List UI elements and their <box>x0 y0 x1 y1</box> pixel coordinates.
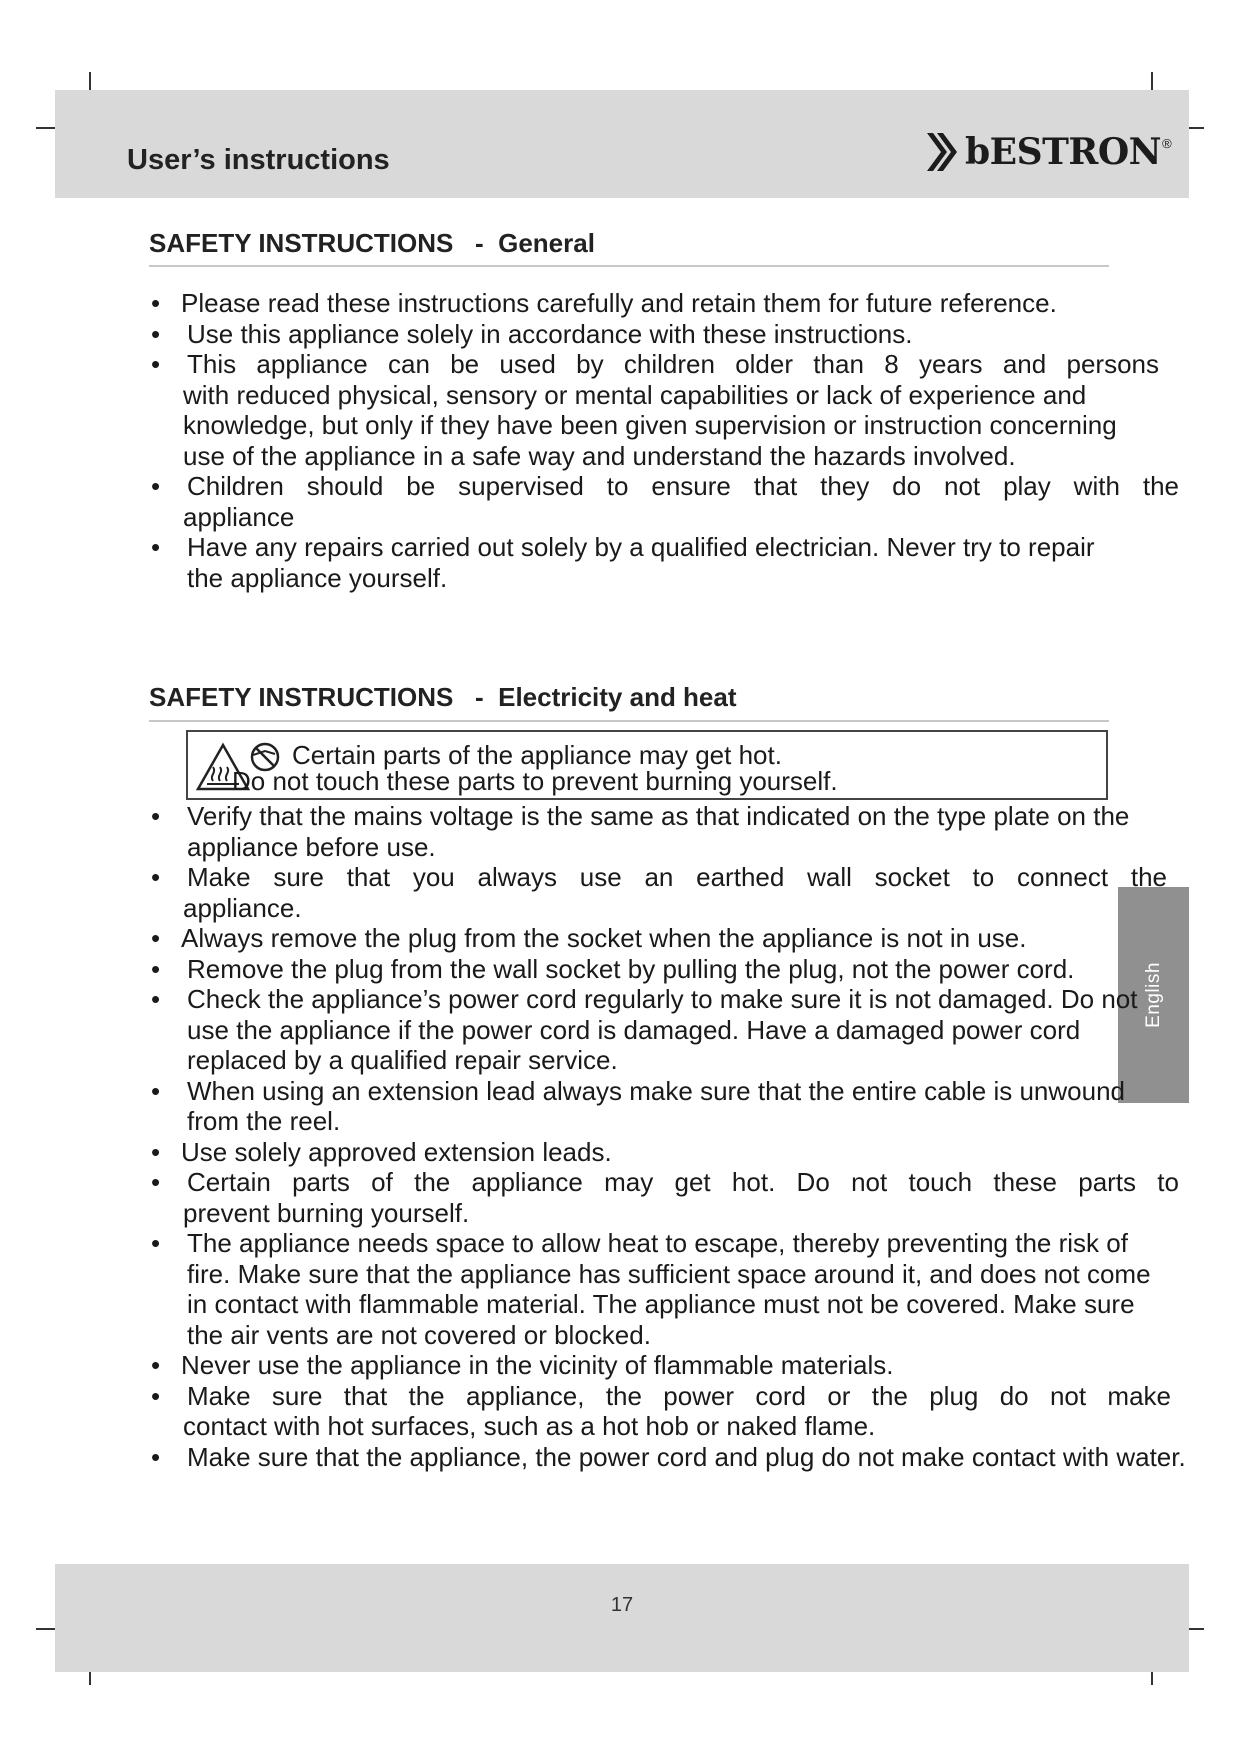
bullet-icon: • <box>151 349 161 379</box>
warning-text-line-1: Certain parts of the appliance may get hot. <box>292 740 782 770</box>
list-item-continuation: contact with hot surfaces, such as a hot hob or naked flame. <box>183 1411 876 1441</box>
bullet-icon: • <box>151 318 161 349</box>
bullet-icon: • <box>151 471 161 501</box>
list-item: • Make sure that you always use an earthed wall socket to connect the appliance. <box>151 862 1167 923</box>
bullet-icon: • <box>151 801 161 831</box>
list-item: • The appliance needs space to allow heat to escape, thereby preventing the risk of fire. Make sure that the appliance has sufficient space around it, and does not come in contact with flammable material. The appliance must not be covered. Make sure the air vents are not covered or blocked. <box>151 1228 1151 1350</box>
list-item-continuation: appliance <box>183 501 295 532</box>
list-item: • Always remove the plug from the socket when the appliance is not in use. <box>151 923 1027 953</box>
hot-surface-warning <box>186 730 1108 800</box>
list-item-continuation: appliance. <box>183 892 302 923</box>
bullet-icon: • <box>151 1380 161 1411</box>
list-item: • Check the appliance’s power cord regularly to make sure it is not damaged. Do not use the appliance if the power cord is damaged. Have a damaged power cord replaced by a qualified repair service. <box>151 984 1138 1075</box>
brand-registered-mark: ® <box>1162 136 1172 151</box>
brand-name: bESTRON <box>965 131 1162 173</box>
section-heading-electricity-heat: SAFETY INSTRUCTIONS - Electricity and heat <box>149 682 737 712</box>
bullet-icon: • <box>151 923 161 953</box>
bullet-icon: • <box>151 862 161 892</box>
page-header <box>55 90 1189 198</box>
list-item: • When using an extension lead always make sure that the entire cable is unwound from the reel. <box>151 1075 1126 1136</box>
bullet-icon: • <box>151 1441 161 1472</box>
bullet-icon: • <box>151 1228 161 1258</box>
bullet-icon: • <box>151 1075 161 1106</box>
section-divider <box>149 720 1109 722</box>
header-title: User’s instructions <box>127 144 390 176</box>
list-item: • Make sure that the appliance, the power cord and plug do not make contact with water. <box>151 1441 1186 1472</box>
general-safety-list <box>149 288 1179 593</box>
list-item-continuation: prevent burning yourself. <box>183 1197 470 1228</box>
list-item: • Children should be supervised to ensure that they do not play with the appliance <box>151 471 1179 532</box>
language-tab-label: English <box>1142 962 1164 1028</box>
list-item: • Use solely approved extension leads. <box>151 1136 612 1167</box>
list-item: • Certain parts of the appliance may get hot. Do not touch these parts to prevent burning yourself. <box>151 1167 1179 1228</box>
list-item: • Please read these instructions carefully and retain them for future reference. <box>151 288 1057 318</box>
list-item: • Never use the appliance in the vicinity of flammable materials. <box>151 1350 894 1380</box>
brand-chevron-icon <box>923 131 959 173</box>
list-item: • This appliance can be used by children older than 8 years and persons with reduced physical, sensory or mental capabilities or lack of experience and knowledge, but only if they have been given supervision or instruction concerning use of the appliance in a safe way and understand the hazards involved. <box>151 349 1159 471</box>
bullet-icon: • <box>151 1350 161 1380</box>
bullet-icon: • <box>151 1136 161 1167</box>
bullet-icon: • <box>151 953 161 984</box>
list-item: • Remove the plug from the wall socket by pulling the plug, not the power cord. <box>151 953 1075 984</box>
brand-logo <box>923 128 1172 176</box>
bullet-icon: • <box>151 1167 161 1197</box>
list-item-continuation: with reduced physical, sensory or mental capabilities or lack of experience and knowledge, but only if they have been given supervision or instruction concerning use of the appliance in a safe way and understand the hazards involved. <box>183 379 1117 471</box>
list-item: • Have any repairs carried out solely by a qualified electrician. Never try to repair the appliance yourself. <box>151 532 1095 593</box>
section-heading-general: SAFETY INSTRUCTIONS - General <box>149 228 595 258</box>
bullet-icon: • <box>151 532 161 562</box>
bullet-icon: • <box>151 984 161 1014</box>
bullet-icon: • <box>151 288 161 318</box>
electricity-safety-list <box>149 801 1186 1472</box>
page-footer <box>55 1564 1189 1672</box>
list-item: • Make sure that the appliance, the power cord or the plug do not make contact with hot surfaces, such as a hot hob or naked flame. <box>151 1380 1171 1441</box>
section-divider <box>149 265 1109 267</box>
warning-text-line-2: Do not touch these parts to prevent burning yourself. <box>232 766 838 796</box>
page-number: 17 <box>610 1594 634 1616</box>
list-item: • Use this appliance solely in accordance with these instructions. <box>151 318 913 349</box>
list-item: • Verify that the mains voltage is the same as that indicated on the type plate on the appliance before use. <box>151 801 1130 862</box>
